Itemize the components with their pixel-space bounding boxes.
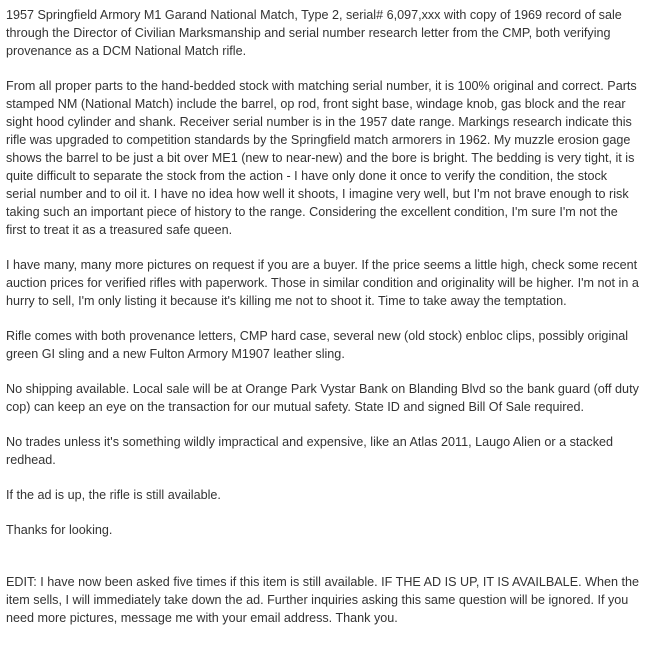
paragraph-condition: From all proper parts to the hand-bedded stock with matching serial number, it is 100% original and correct. Parts stamped NM (National Match) include the barrel, op rod, front sight base, windage knob, gas block and the rear sight hood cylinder and shank. Receiver serial number is in the 1957 date range. Markings research indicate this rifle was upgraded to competition standards by the Springfield match armorers in 1962. My muzzle erosion gage shows the barrel to be just a bit over ME1 (new to near-new) and the bore is bright. The bedding is very tight, it is quite difficult to separate the stock from the action - I have only done it once to verify the condition, the stock serial number and to oil it. I have no idea how well it shoots, I imagine very well, but I'm not brave enough to risk taking such an important piece of history to the range. Considering the excellent condition, I'm sure I'm not the first to treat it as a treasured safe queen. xyxy=(6,79,637,237)
paragraph-availability: If the ad is up, the rifle is still available. xyxy=(6,488,221,502)
paragraph-accessories: Rifle comes with both provenance letters, CMP hard case, several new (old stock) enbloc clips, possibly original green GI sling and a new Fulton Armory M1907 leather sling. xyxy=(6,329,629,361)
paragraph-trades: No trades unless it's something wildly impractical and expensive, like an Atlas 2011, Laugo Alien or a stacked redhead. xyxy=(6,435,614,467)
paragraph-edit-note: EDIT: I have now been asked five times if this item is still available. IF THE AD IS UP, IT IS AVAILBALE. When the item sells, I will immediately take down the ad. Further inquiries asking this same question will be ignored. If you need more pictures, message me with your email address. Thank you. xyxy=(6,575,639,625)
paragraph-shipping: No shipping available. Local sale will be at Orange Park Vystar Bank on Blanding Blvd so the bank guard (off duty cop) can keep an eye on the transaction for our mutual safety. State ID and signed Bill Of Sale required. xyxy=(6,382,639,414)
paragraph-rifle-summary: 1957 Springfield Armory M1 Garand National Match, Type 2, serial# 6,097,xxx with copy of 1969 record of sale through the Director of Civilian Marksmanship and serial number research letter from the CMP, both verifying provenance as a DCM National Match rifle. xyxy=(6,8,622,58)
paragraph-thanks: Thanks for looking. xyxy=(6,523,113,537)
listing-description xyxy=(6,6,640,644)
paragraph-pictures-price: I have many, many more pictures on request if you are a buyer. If the price seems a little high, check some recent auction prices for verified rifles with paperwork. Those in similar condition and originality will be higher. I'm not in a hurry to sell, I'm only listing it because it's killing me not to shoot it. Time to take away the temptation. xyxy=(6,258,639,308)
